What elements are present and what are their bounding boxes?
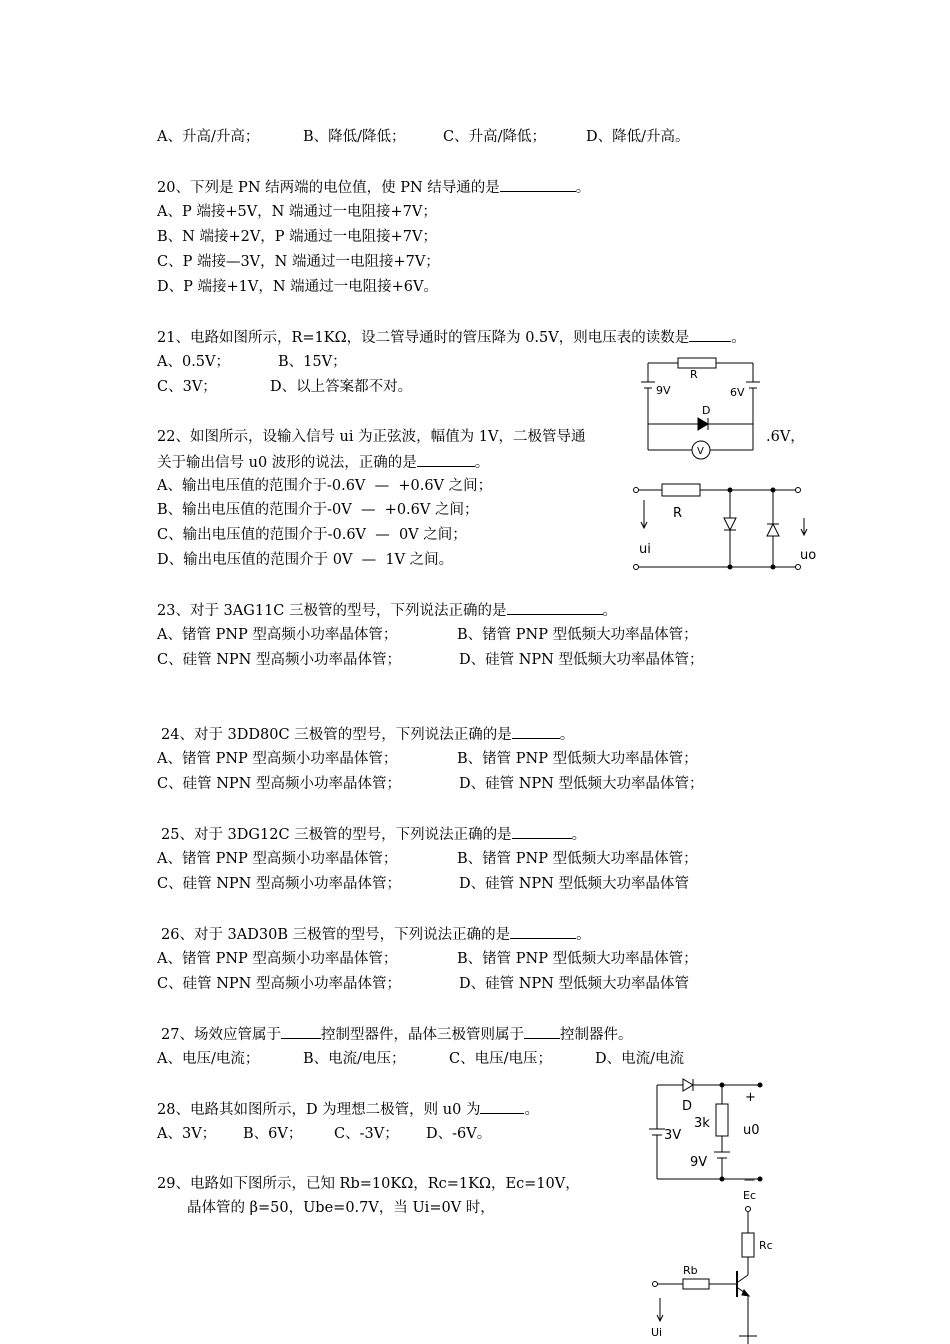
q21-circuit-figure xyxy=(628,350,768,465)
q21-option-c: C、3V； xyxy=(157,379,217,395)
q29-stem-line2: 晶体管的 β=50，Ube=0.7V，当 Ui=0V 时， xyxy=(187,1200,495,1216)
q21-option-b: B、15V； xyxy=(278,354,347,370)
q29-resistor-rc xyxy=(742,1233,754,1257)
q28-label-minus: — xyxy=(744,1173,755,1186)
q20-option-b: B、N 端接+2V，P 端通过一电阻接+7V； xyxy=(157,229,438,245)
q22-option-b: B、输出电压值的范围介于-0V — +0.6V 之间； xyxy=(157,502,479,518)
q26-stem: 26、对于 3AD30B 三极管的型号，下列说法正确的是 。 xyxy=(161,924,591,945)
q27-option-a: A、电压/电流； xyxy=(157,1051,260,1067)
q24-option-a: A、锗管 PNP 型高频小功率晶体管； xyxy=(157,751,398,767)
q28-option-c: C、-3V； xyxy=(334,1126,399,1142)
q29-label-ui: Ui xyxy=(651,1326,663,1339)
q25-option-c: C、硅管 NPN 型高频小功率晶体管； xyxy=(157,876,401,892)
q22-clipper-figure xyxy=(630,480,820,575)
q21-resistor xyxy=(678,358,716,368)
q28-label-uo: u0 xyxy=(743,1123,760,1138)
q26-option-a: A、锗管 PNP 型高频小功率晶体管； xyxy=(157,951,398,967)
q23-option-c: C、硅管 NPN 型高频小功率晶体管； xyxy=(157,652,401,668)
q23-option-d: D、硅管 NPN 型低频大功率晶体管； xyxy=(459,652,704,668)
q27-stem: 27、场效应管属于 控制型器件，晶体三极管则属于 控制器件。 xyxy=(161,1024,632,1045)
q29-stem-line1: 29、电路如下图所示，已知 Rb=10KΩ，Rc=1KΩ，Ec=10V， xyxy=(157,1176,580,1192)
q21-label-9v: 9V xyxy=(656,384,671,397)
q25-option-a: A、锗管 PNP 型高频小功率晶体管； xyxy=(157,851,398,867)
q27-option-d: D、电流/电流 xyxy=(595,1051,685,1067)
q28-label-plus: + xyxy=(745,1090,756,1105)
q28-label-3k: 3k xyxy=(694,1116,710,1131)
q22-label-r: R xyxy=(673,506,683,521)
q29-label-rc: Rc xyxy=(759,1239,773,1252)
q21-diode xyxy=(698,418,708,430)
q22-stem-line2: 关于输出信号 u0 波形的说法，正确的是 。 xyxy=(157,452,489,473)
q28-label-9v: 9V xyxy=(690,1155,708,1170)
q22-diode-1 xyxy=(724,518,736,530)
q29-label-rb: Rb xyxy=(683,1264,698,1277)
q23-option-b: B、锗管 PNP 型低频大功率晶体管； xyxy=(457,627,698,643)
q20-option-c: C、P 端接—3V，N 端通过一电阻接+7V； xyxy=(157,254,440,270)
q22-option-a: A、输出电压值的范围介于-0.6V — +0.6V 之间； xyxy=(157,478,493,494)
q24-stem: 24、对于 3DD80C 三极管的型号，下列说法正确的是 。 xyxy=(161,724,574,745)
q24-option-c: C、硅管 NPN 型高频小功率晶体管； xyxy=(157,776,401,792)
q19-option-c: C、升高/降低； xyxy=(443,129,546,145)
q22-stem-tail: .6V， xyxy=(766,429,805,445)
q26-option-b: B、锗管 PNP 型低频大功率晶体管； xyxy=(457,951,698,967)
q19-option-b: B、降低/降低； xyxy=(303,129,406,145)
q20-option-d: D、P 端接+1V，N 端通过一电阻接+6V。 xyxy=(157,279,438,295)
q21-label-v: V xyxy=(697,446,704,457)
q27-option-c: C、电压/电压； xyxy=(449,1051,552,1067)
q29-transistor-figure xyxy=(645,1185,785,1344)
q22-diode-2 xyxy=(767,524,779,536)
q26-option-c: C、硅管 NPN 型高频小功率晶体管； xyxy=(157,976,401,992)
q23-option-a: A、锗管 PNP 型高频小功率晶体管； xyxy=(157,627,398,643)
q21-label-r: R xyxy=(690,368,698,381)
q24-option-d: D、硅管 NPN 型低频大功率晶体管； xyxy=(459,776,704,792)
q21-option-d: D、以上答案都不对。 xyxy=(270,379,413,395)
q28-circuit-figure xyxy=(640,1072,775,1187)
q19-option-d: D、降低/升高。 xyxy=(586,129,690,145)
q28-label-3v: 3V xyxy=(664,1128,682,1143)
q22-resistor xyxy=(662,484,700,496)
q28-resistor xyxy=(716,1104,728,1136)
q28-stem: 28、电路其如图所示，D 为理想二极管，则 u0 为 。 xyxy=(157,1099,539,1120)
q27-option-b: B、电流/电压； xyxy=(303,1051,406,1067)
q21-label-6v: 6V xyxy=(730,386,745,399)
q22-stem: 22、如图所示，设输入信号 ui 为正弦波，幅值为 1V，二极管导通 xyxy=(157,429,586,445)
q28-diode xyxy=(683,1079,693,1091)
q20-stem: 20、下列是 PN 结两端的电位值，使 PN 结导通的是 。 xyxy=(157,177,590,198)
q22-label-ui: ui xyxy=(639,542,651,557)
q23-stem: 23、对于 3AG11C 三极管的型号，下列说法正确的是 。 xyxy=(157,600,617,621)
q21-option-a: A、0.5V； xyxy=(157,354,231,370)
q26-option-d: D、硅管 NPN 型低频大功率晶体管 xyxy=(459,976,689,992)
q28-label-d: D xyxy=(682,1099,693,1114)
q21-label-d: D xyxy=(702,404,711,417)
q25-option-b: B、锗管 PNP 型低频大功率晶体管； xyxy=(457,851,698,867)
q28-option-b: B、6V； xyxy=(243,1126,303,1142)
q22-option-c: C、输出电压值的范围介于-0.6V — 0V 之间； xyxy=(157,527,467,543)
q22-label-uo: uo xyxy=(800,548,817,563)
q25-stem: 25、对于 3DG12C 三极管的型号，下列说法正确的是 。 xyxy=(161,824,586,845)
q21-stem: 21、电路如图所示，R=1KΩ，设二管导通时的管压降为 0.5V，则电压表的读数是 。 xyxy=(157,327,746,348)
q25-option-d: D、硅管 NPN 型低频大功率晶体管 xyxy=(459,876,689,892)
q22-option-d: D、输出电压值的范围介于 0V — 1V 之间。 xyxy=(157,552,454,568)
q28-option-d: D、-6V。 xyxy=(426,1126,492,1142)
q24-option-b: B、锗管 PNP 型低频大功率晶体管； xyxy=(457,751,698,767)
q29-resistor-rb xyxy=(683,1279,709,1289)
q28-option-a: A、3V； xyxy=(157,1126,217,1142)
q29-label-ec: Ec xyxy=(743,1189,756,1202)
q20-option-a: A、P 端接+5V，N 端通过一电阻接+7V； xyxy=(157,204,437,220)
q19-option-a: A、升高/升高； xyxy=(157,129,260,145)
